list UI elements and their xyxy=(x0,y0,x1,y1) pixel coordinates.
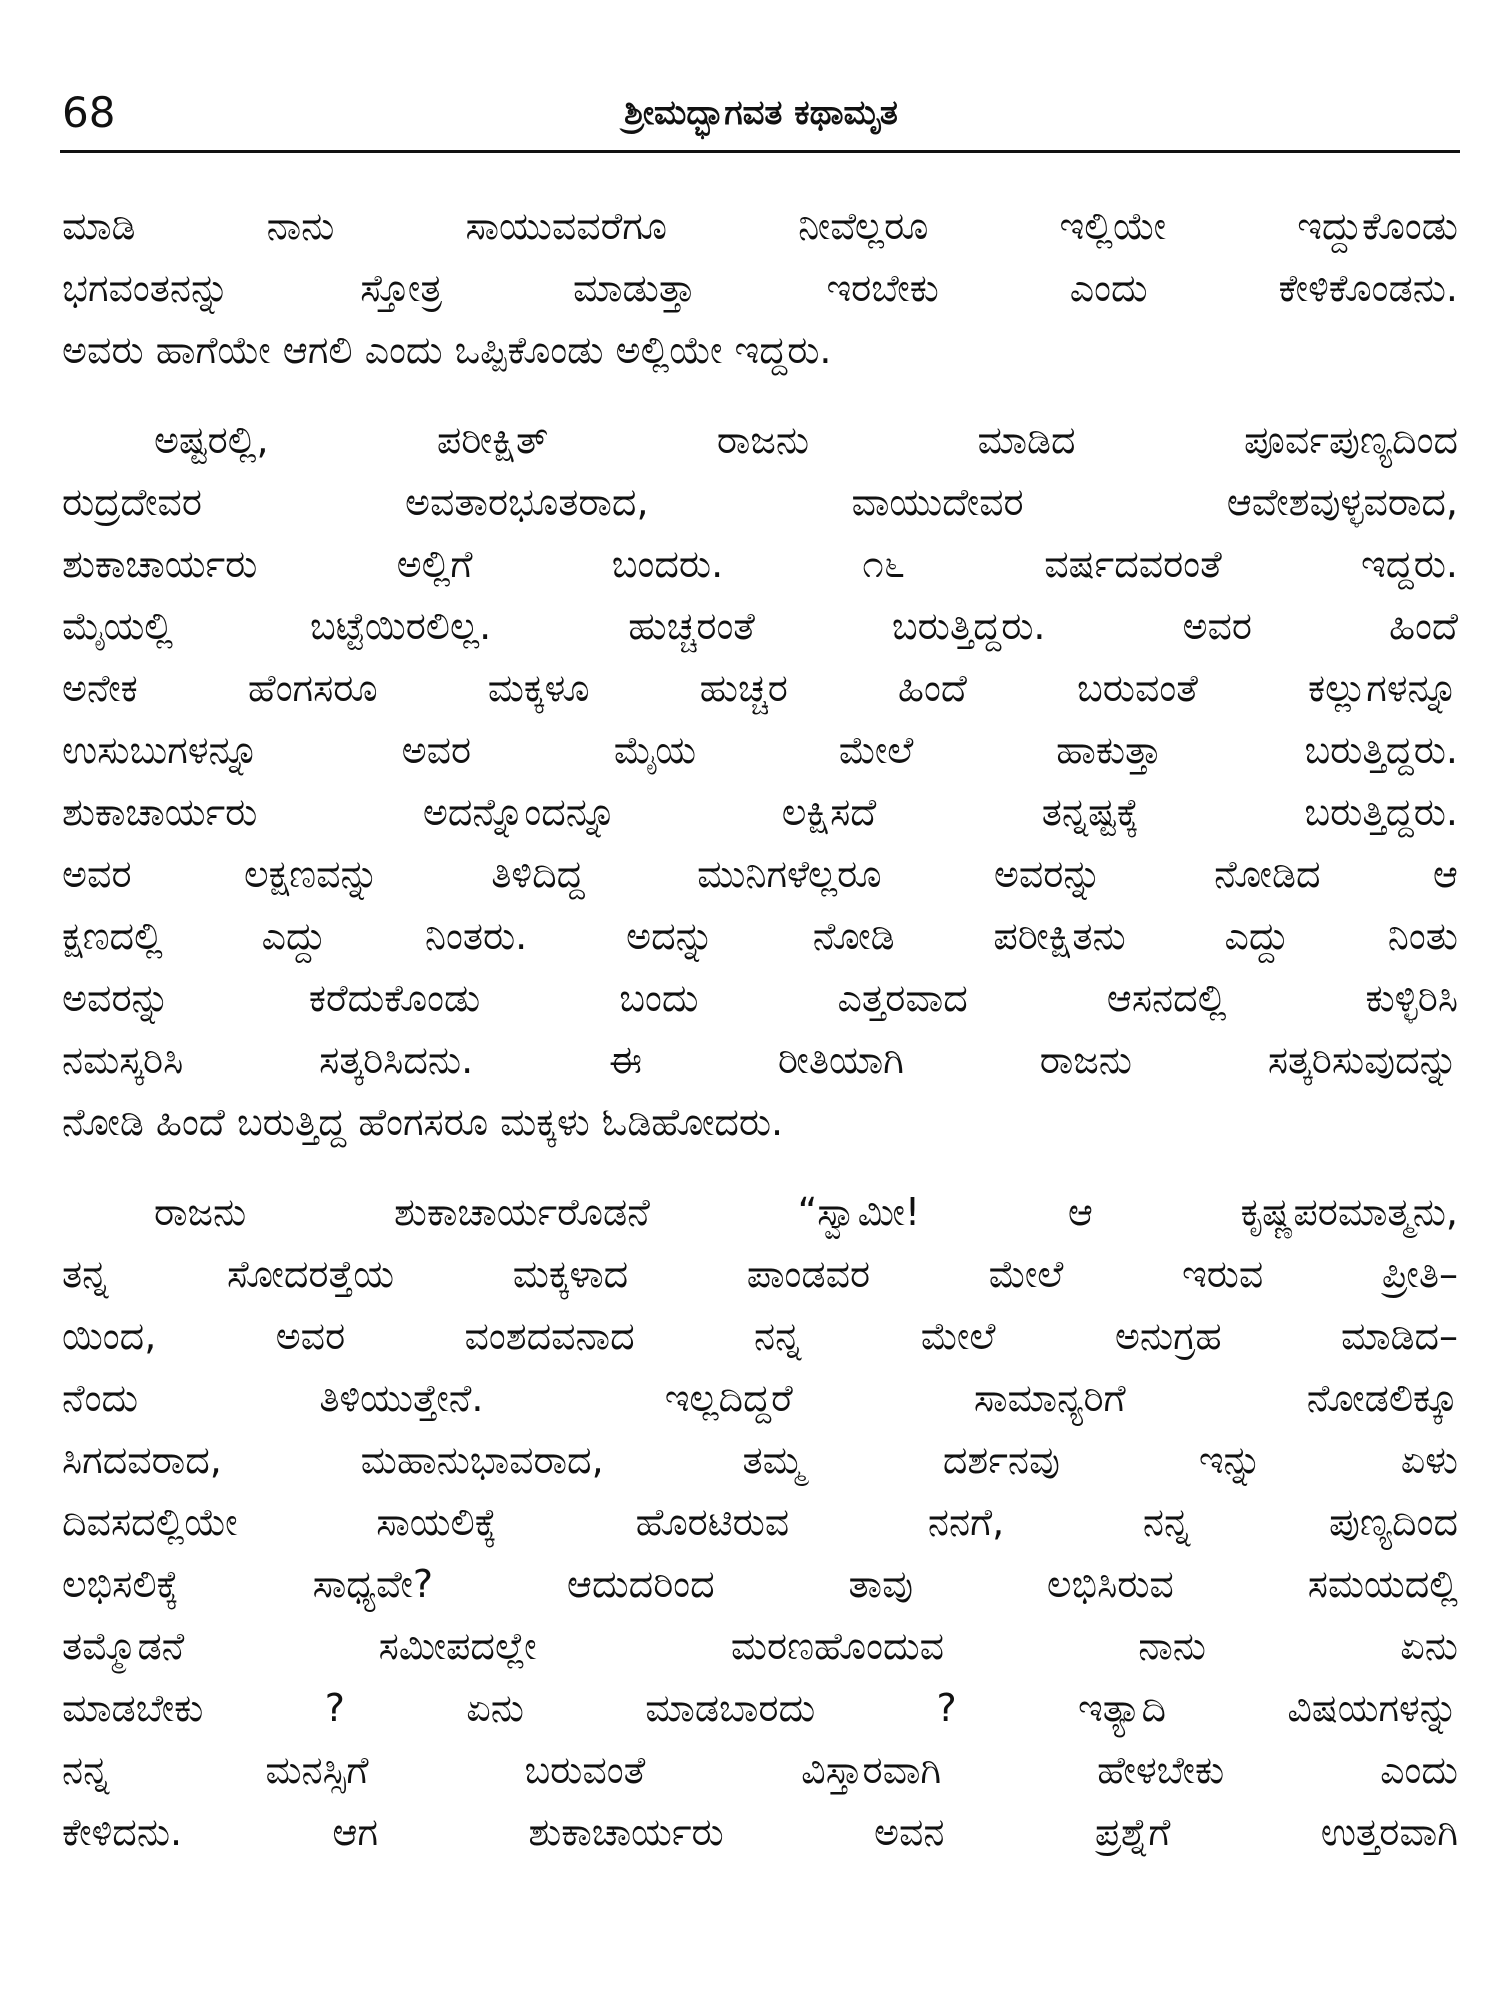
paragraph-3 xyxy=(62,1181,1458,1863)
text-line: ನಮಸ್ಕರಿಸಿ ಸತ್ಕರಿಸಿದನು. ಈ ರೀತಿಯಾಗಿ ರಾಜನು ಸತ್ಕರಿಸುವುದನ್ನು xyxy=(62,1038,1458,1082)
paragraph-2 xyxy=(62,409,1458,1153)
text-line: ಅವರನ್ನು ಕರೆದುಕೊಂಡು ಬಂದು ಎತ್ತರವಾದ ಆಸನದಲ್ಲಿ ಕುಳ್ಳಿರಿಸಿ xyxy=(62,976,1458,1020)
text-line: ಮಾಡಬೇಕು ? ಏನು ಮಾಡಬಾರದು ? ಇತ್ಯಾದಿ ವಿಷಯಗಳನ್ನು xyxy=(62,1686,1458,1730)
text-line: ನನ್ನ ಮನಸ್ಸಿಗೆ ಬರುವಂತೆ ವಿಸ್ತಾರವಾಗಿ ಹೇಳಬೇಕು ಎಂದು xyxy=(62,1748,1458,1792)
text-line: ಅವರ ಲಕ್ಷಣವನ್ನು ತಿಳಿದಿದ್ದ ಮುನಿಗಳೆಲ್ಲರೂ ಅವರನ್ನು ನೋಡಿದ ಆ xyxy=(62,852,1458,896)
text-line: ಅಷ್ಟರಲ್ಲಿ, ಪರೀಕ್ಷಿತ್ ರಾಜನು ಮಾಡಿದ ಪೂರ್ವಪುಣ್ಯದಿಂದ xyxy=(154,418,1458,462)
text-line: ಕ್ಷಣದಲ್ಲಿ ಎದ್ದು ನಿಂತರು. ಅದನ್ನು ನೋಡಿ ಪರೀಕ್ಷಿತನು ಎದ್ದು ನಿಂತು xyxy=(62,914,1458,958)
text-line: ನೆಂದು ತಿಳಿಯುತ್ತೇನೆ. ಇಲ್ಲದಿದ್ದರೆ ಸಾಮಾನ್ಯರಿಗೆ ನೋಡಲಿಕ್ಕೂ xyxy=(62,1376,1458,1420)
text-line: ಉಸುಬುಗಳನ್ನೂ ಅವರ ಮೈಯ ಮೇಲೆ ಹಾಕುತ್ತಾ ಬರುತ್ತಿದ್ದರು. xyxy=(62,728,1458,772)
text-line: ಶುಕಾಚಾರ್ಯರು ಅದನ್ನೊಂದನ್ನೂ ಲಕ್ಷಿಸದೆ ತನ್ನಷ್ಟಕ್ಕೆ ಬರುತ್ತಿದ್ದರು. xyxy=(62,790,1458,834)
page-number: 68 xyxy=(62,88,116,137)
page-header xyxy=(62,88,1460,148)
text-line: ತನ್ನ ಸೋದರತ್ತೆಯ ಮಕ್ಕಳಾದ ಪಾಂಡವರ ಮೇಲೆ ಇರುವ ಪ್ರೀತಿ– xyxy=(62,1252,1458,1296)
text-line: ರಾಜನು ಶುಕಾಚಾರ್ಯರೊಡನೆ “ಸ್ವಾಮೀ! ಆ ಕೃಷ್ಣಪರಮಾತ್ಮನು, xyxy=(154,1190,1458,1234)
body-text xyxy=(62,195,1458,1863)
text-line: ರುದ್ರದೇವರ ಅವತಾರಭೂತರಾದ, ವಾಯುದೇವರ ಆವೇಶವುಳ್ಳವರಾದ, xyxy=(62,480,1458,524)
text-line: ಮಾಡಿ ನಾನು ಸಾಯುವವರೆಗೂ ನೀವೆಲ್ಲರೂ ಇಲ್ಲಿಯೇ ಇದ್ದುಕೊಂಡು xyxy=(62,204,1458,248)
text-line: ಮೈಯಲ್ಲಿ ಬಟ್ಟೆಯಿರಲಿಲ್ಲ. ಹುಚ್ಚರಂತೆ ಬರುತ್ತಿದ್ದರು. ಅವರ ಹಿಂದೆ xyxy=(62,604,1458,648)
running-title: ಶ್ರೀಮದ್ಭಾಗವತ ಕಥಾಮೃತ xyxy=(624,93,898,133)
text-line: ಭಗವಂತನನ್ನು ಸ್ತೋತ್ರ ಮಾಡುತ್ತಾ ಇರಬೇಕು ಎಂದು ಕೇಳಿಕೊಂಡನು. xyxy=(62,266,1458,310)
text-line: ಯಿಂದ, ಅವರ ವಂಶದವನಾದ ನನ್ನ ಮೇಲೆ ಅನುಗ್ರಹ ಮಾಡಿದ– xyxy=(62,1314,1458,1358)
text-line: ಅವರು ಹಾಗೆಯೇ ಆಗಲಿ ಎಂದು ಒಪ್ಪಿಕೊಂಡು ಅಲ್ಲಿಯೇ ಇದ್ದರು. xyxy=(62,328,832,372)
text-line: ಅನೇಕ ಹೆಂಗಸರೂ ಮಕ್ಕಳೂ ಹುಚ್ಚರ ಹಿಂದೆ ಬರುವಂತೆ ಕಲ್ಲುಗಳನ್ನೂ xyxy=(62,666,1458,710)
text-line: ನೋಡಿ ಹಿಂದೆ ಬರುತ್ತಿದ್ದ ಹೆಂಗಸರೂ ಮಕ್ಕಳು ಓಡಿಹೋದರು. xyxy=(62,1100,784,1144)
text-line: ಲಭಿಸಲಿಕ್ಕೆ ಸಾಧ್ಯವೇ? ಆದುದರಿಂದ ತಾವು ಲಭಿಸಿರುವ ಸಮಯದಲ್ಲಿ xyxy=(62,1562,1458,1606)
paragraph-1 xyxy=(62,195,1458,381)
text-line: ದಿವಸದಲ್ಲಿಯೇ ಸಾಯಲಿಕ್ಕೆ ಹೊರಟಿರುವ ನನಗೆ, ನನ್ನ ಪುಣ್ಯದಿಂದ xyxy=(62,1500,1458,1544)
header-rule xyxy=(60,150,1460,153)
text-line: ಕೇಳಿದನು. ಆಗ ಶುಕಾಚಾರ್ಯರು ಅವನ ಪ್ರಶ್ನೆಗೆ ಉತ್ತರವಾಗಿ xyxy=(62,1810,1458,1854)
text-line: ಶುಕಾಚಾರ್ಯರು ಅಲ್ಲಿಗೆ ಬಂದರು. ೧೬ ವರ್ಷದವರಂತೆ ಇದ್ದರು. xyxy=(62,542,1458,586)
text-line: ತಮ್ಮೊಡನೆ ಸಮೀಪದಲ್ಲೇ ಮರಣಹೊಂದುವ ನಾನು ಏನು xyxy=(62,1624,1458,1668)
text-line: ಸಿಗದವರಾದ, ಮಹಾನುಭಾವರಾದ, ತಮ್ಮ ದರ್ಶನವು ಇನ್ನು ಏಳು xyxy=(62,1438,1458,1482)
